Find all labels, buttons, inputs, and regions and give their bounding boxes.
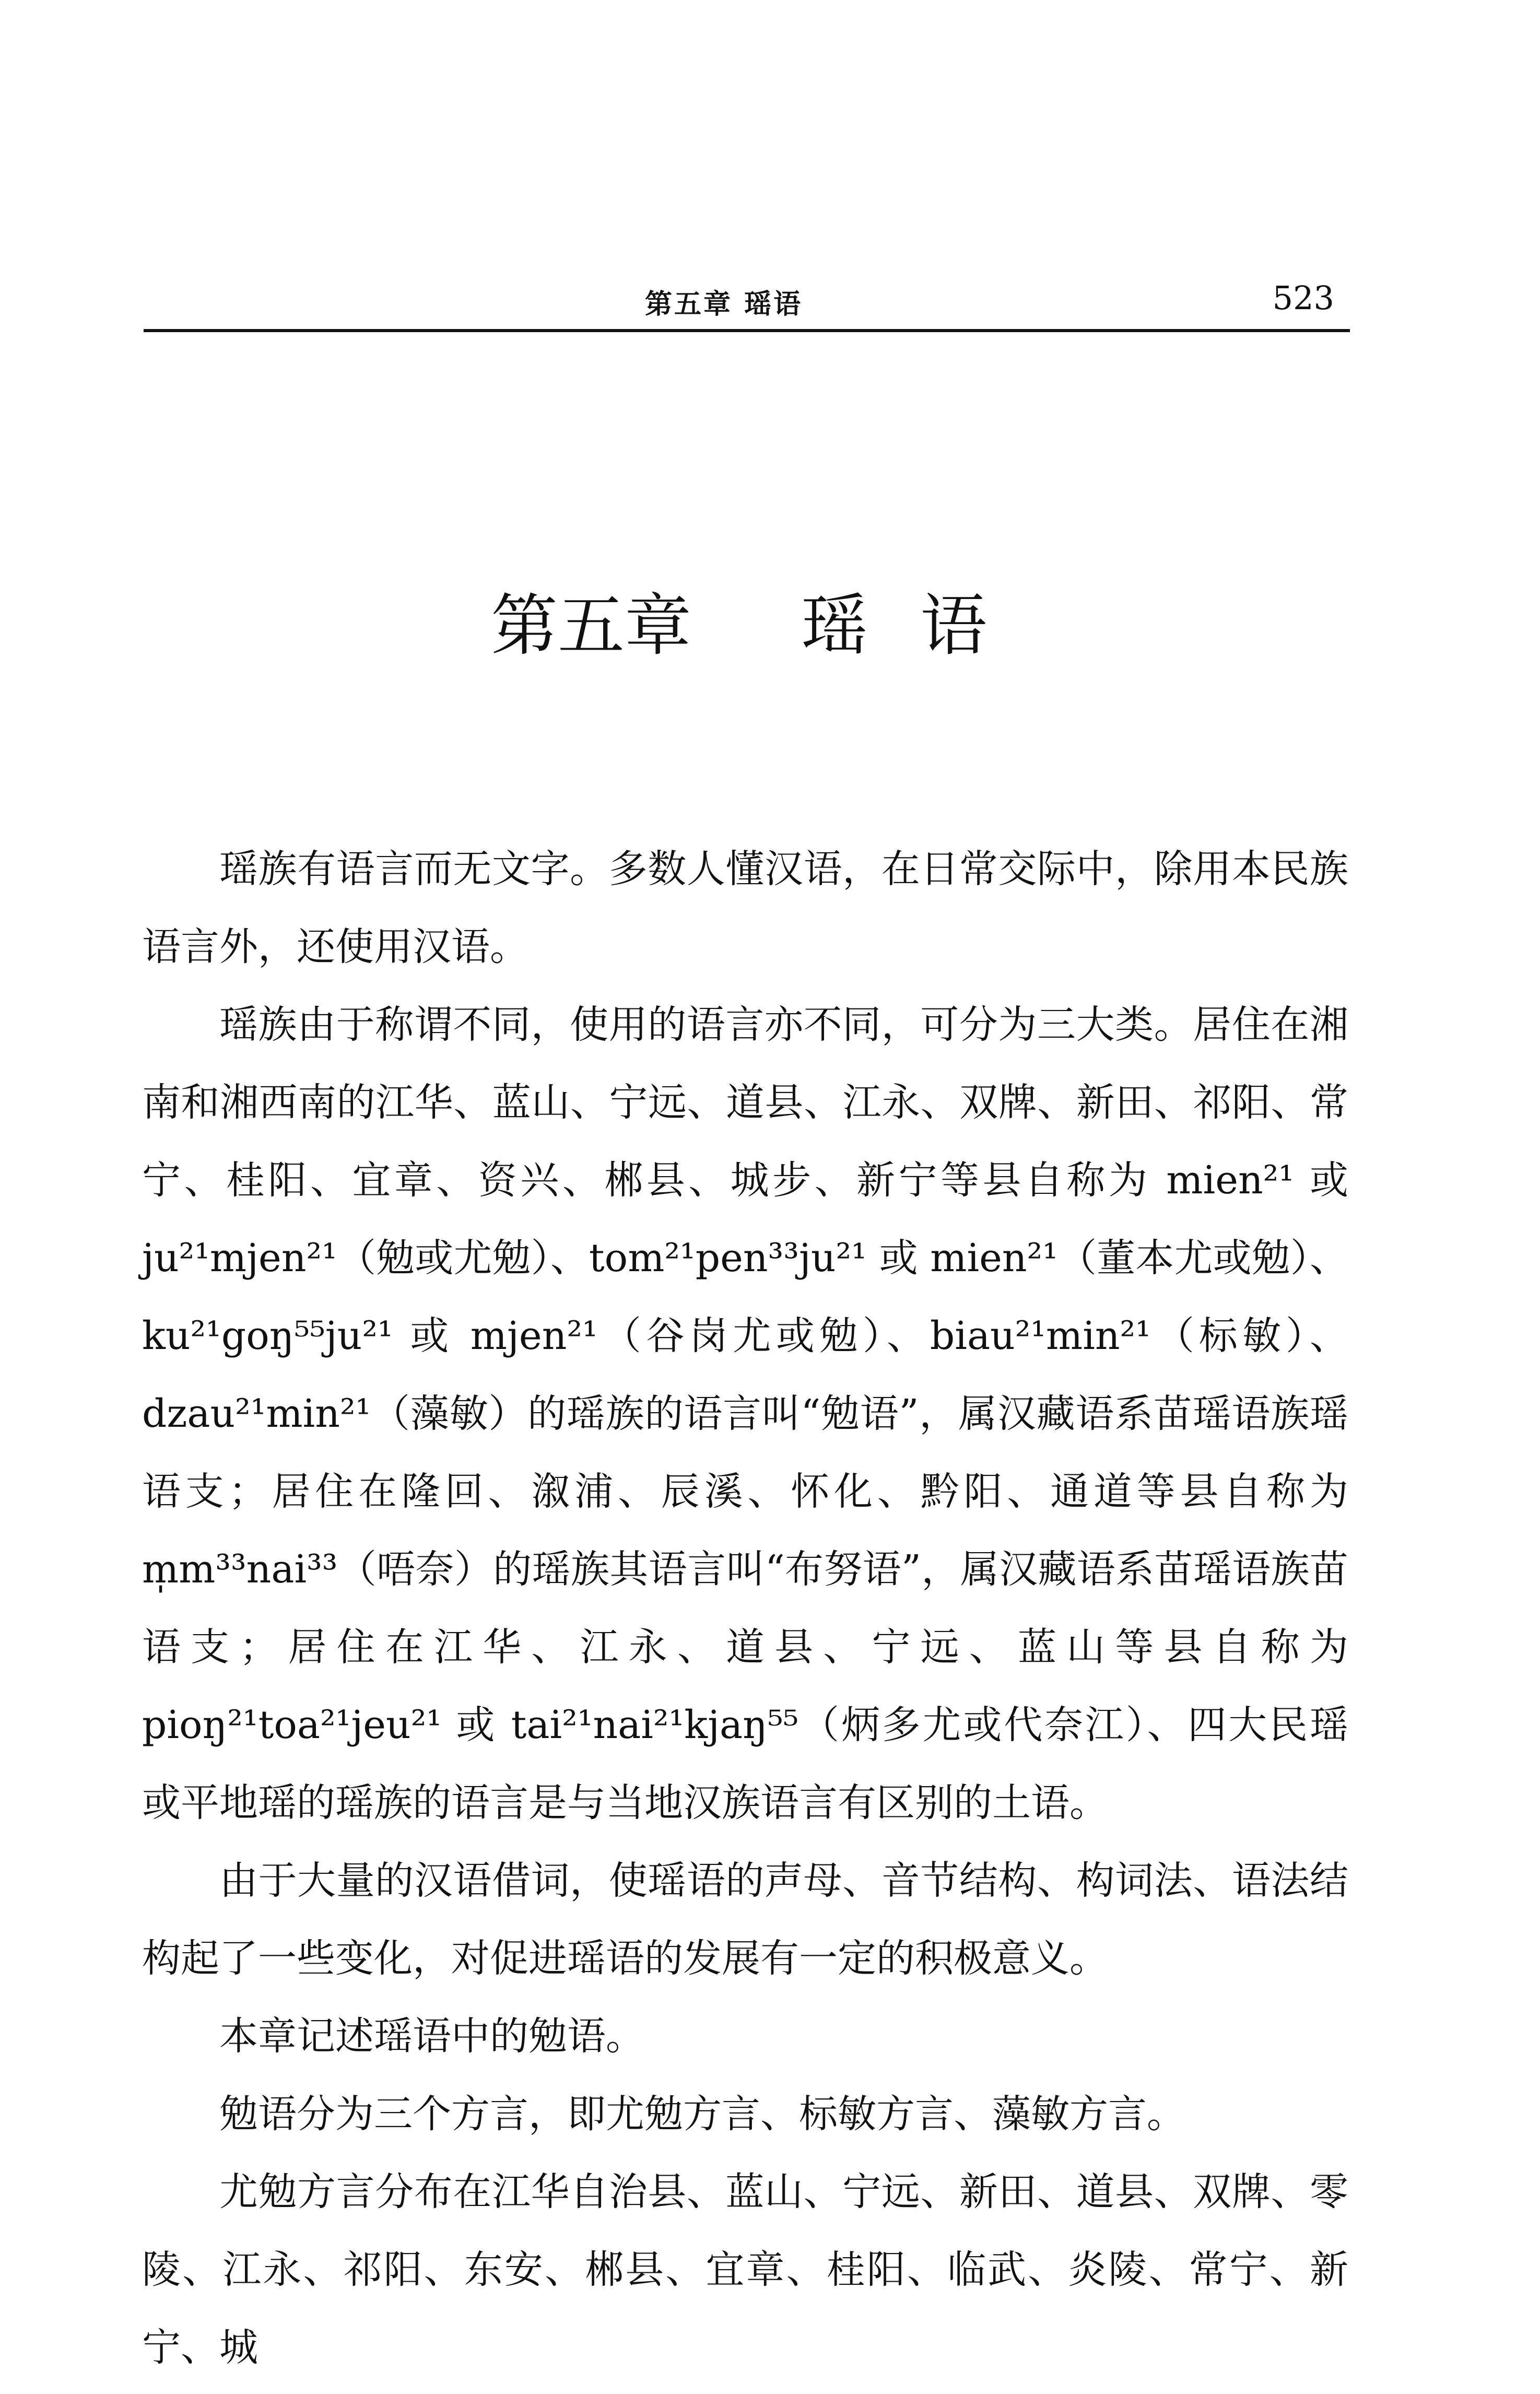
paragraph: 瑶族有语言而无文字。多数人懂汉语，在日常交际中，除用本民族语言外，还使用汉语。	[142, 847, 1348, 969]
page-number: 523	[1272, 279, 1334, 317]
running-title: 第五章 瑶语	[645, 288, 803, 320]
paragraph: 尤勉方言分布在江华自治县、蓝山、宁远、新田、道县、双牌、零陵、江永、祁阳、东安、郴县、宜章、桂阳、临武、炎陵、常宁、新宁、城	[142, 2169, 1348, 2370]
paragraph: 勉语分为三个方言，即尤勉方言、标敏方言、藻敏方言。	[219, 2092, 1185, 2137]
chapter-name: 瑶语	[801, 587, 1040, 665]
paragraph: 瑶族由于称谓不同，使用的语言亦不同，可分为三大类。居住在湘南和湘西南的江华、蓝山、宁远、道县、江永、双牌、新田、祁阳、常宁、桂阳、宜章、资兴、郴县、城步、新宁等县自称为 mien²¹ 或 ju²¹mjen²¹（勉或尤勉）、tom²¹pen³³ju²¹ 或 mien²¹（董本尤或勉）、ku²¹goŋ⁵⁵ju²¹ 或 mjen²¹（谷岗尤或勉）、biau²¹min²¹（标敏）、dzau²¹min²¹（藻敏）的瑶族的语言叫“勉语”，属汉藏语系苗瑶语族瑶语支；居住在隆回、溆浦、辰溪、怀化、黔阳、通道等县自称为 m̩m³³nai³³（唔奈）的瑶族其语言叫“布努语”，属汉藏语系苗瑶语族苗语支；居住在江华、江永、道县、宁远、蓝山等县自称为 pioŋ²¹toa²¹jeu²¹ 或 tai²¹nai²¹kjaŋ⁵⁵（炳多尤或代奈江）、四大民瑶或平地瑶的瑶族的语言是与当地汉族语言有区别的土语。	[142, 1002, 1348, 1825]
chapter-number: 第五章	[491, 587, 692, 665]
paragraph: 由于大量的汉语借词，使瑶语的声母、音节结构、构词法、语法结构起了一些变化，对促进瑶语的发展有一定的积极意义。	[142, 1858, 1348, 1981]
running-header	[144, 272, 1350, 332]
paragraph: 本章记述瑶语中的勉语。	[219, 2014, 644, 2059]
chapter-heading	[491, 572, 1039, 668]
body-text	[142, 830, 1348, 2387]
